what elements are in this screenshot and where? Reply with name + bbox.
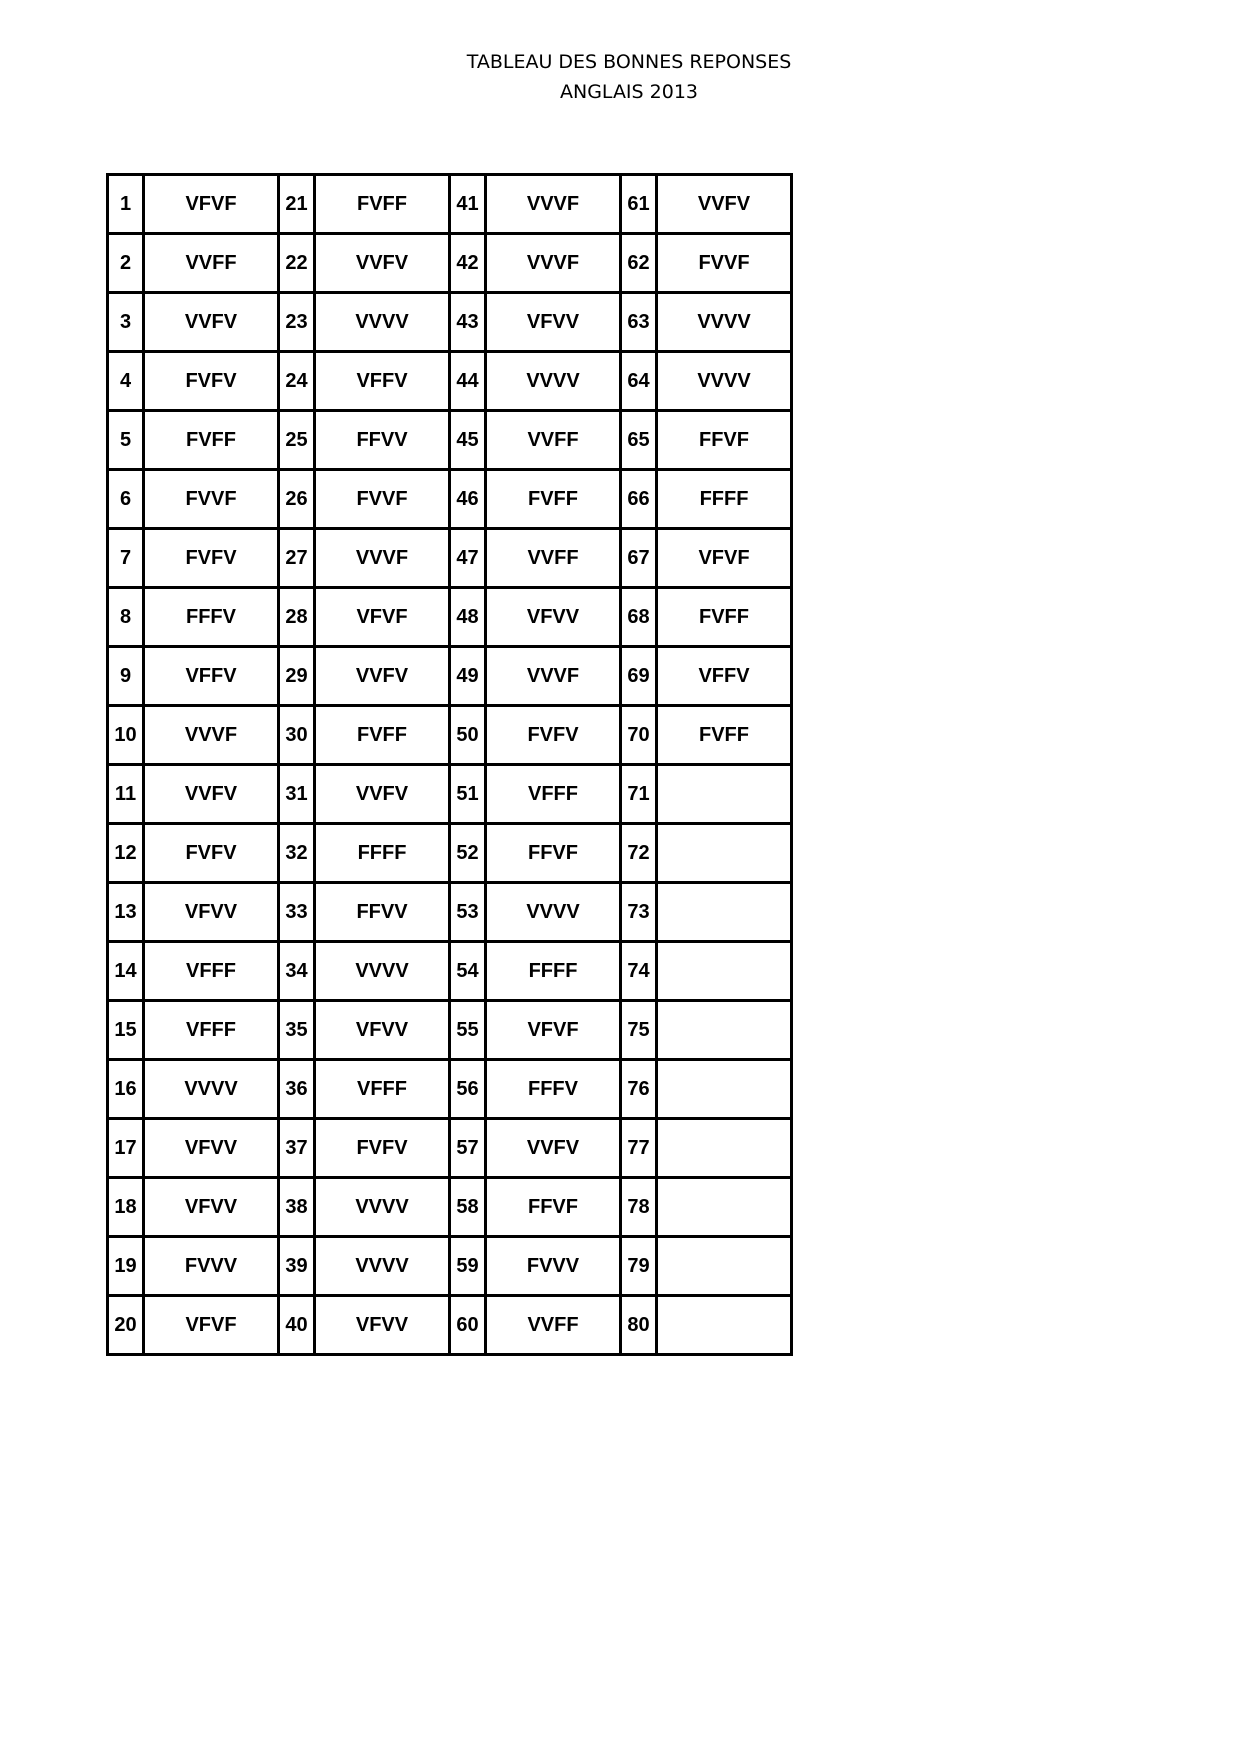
question-number-cell: 38 (279, 1178, 315, 1237)
answer-cell: FVFF (657, 588, 792, 647)
answer-cell: FVFF (315, 175, 450, 234)
question-number-cell: 77 (621, 1119, 657, 1178)
question-number-cell: 1 (108, 175, 144, 234)
question-number-cell: 53 (450, 883, 486, 942)
answer-cell: FFVV (315, 411, 450, 470)
question-number-cell: 16 (108, 1060, 144, 1119)
question-number-cell: 40 (279, 1296, 315, 1355)
table-row (108, 765, 792, 824)
question-number-cell: 60 (450, 1296, 486, 1355)
question-number-cell: 58 (450, 1178, 486, 1237)
answer-cell: VFVF (657, 529, 792, 588)
question-number-cell: 10 (108, 706, 144, 765)
table-row (108, 588, 792, 647)
answer-cell: VVFF (486, 529, 621, 588)
question-number-cell: 28 (279, 588, 315, 647)
answer-cell: VVVV (486, 883, 621, 942)
document-title: TABLEAU DES BONNES REPONSES (466, 51, 792, 73)
question-number-cell: 63 (621, 293, 657, 352)
question-number-cell: 25 (279, 411, 315, 470)
question-number-cell: 79 (621, 1237, 657, 1296)
question-number-cell: 3 (108, 293, 144, 352)
table-row (108, 1178, 792, 1237)
table-row (108, 883, 792, 942)
answers-table-body (108, 175, 792, 1355)
question-number-cell: 48 (450, 588, 486, 647)
answer-cell: VFVF (486, 1001, 621, 1060)
question-number-cell: 67 (621, 529, 657, 588)
answer-cell: FFVF (486, 1178, 621, 1237)
question-number-cell: 44 (450, 352, 486, 411)
answer-cell: VVVV (657, 352, 792, 411)
document-title-block (0, 47, 1240, 107)
answer-cell: VVFV (657, 175, 792, 234)
answer-cell: VVFF (144, 234, 279, 293)
answer-cell: VFFF (144, 1001, 279, 1060)
answer-cell: VVVV (315, 1178, 450, 1237)
answer-cell: VVFF (486, 1296, 621, 1355)
question-number-cell: 17 (108, 1119, 144, 1178)
answer-cell: VFVV (315, 1296, 450, 1355)
answer-cell: FFVV (315, 883, 450, 942)
question-number-cell: 34 (279, 942, 315, 1001)
answer-cell: FFFV (486, 1060, 621, 1119)
answer-cell: FVVV (486, 1237, 621, 1296)
answer-cell: VVVF (144, 706, 279, 765)
table-row (108, 1001, 792, 1060)
question-number-cell: 32 (279, 824, 315, 883)
question-number-cell: 70 (621, 706, 657, 765)
question-number-cell: 54 (450, 942, 486, 1001)
question-number-cell: 73 (621, 883, 657, 942)
answer-cell: VVFV (315, 647, 450, 706)
question-number-cell: 26 (279, 470, 315, 529)
table-row (108, 352, 792, 411)
answer-cell: FFFF (315, 824, 450, 883)
answer-cell: FVFF (144, 411, 279, 470)
answer-cell: VFVV (144, 883, 279, 942)
answer-cell: VVFV (315, 765, 450, 824)
question-number-cell: 72 (621, 824, 657, 883)
question-number-cell: 23 (279, 293, 315, 352)
question-number-cell: 56 (450, 1060, 486, 1119)
answer-cell: VVVV (486, 352, 621, 411)
answer-cell: VFFF (486, 765, 621, 824)
answer-cell: VVFV (486, 1119, 621, 1178)
question-number-cell: 13 (108, 883, 144, 942)
answer-cell: VFVV (144, 1119, 279, 1178)
answer-cell (657, 1237, 792, 1296)
question-number-cell: 24 (279, 352, 315, 411)
answer-cell (657, 1178, 792, 1237)
question-number-cell: 22 (279, 234, 315, 293)
question-number-cell: 57 (450, 1119, 486, 1178)
question-number-cell: 4 (108, 352, 144, 411)
answer-cell: VVVV (657, 293, 792, 352)
table-row (108, 411, 792, 470)
answer-cell: VVFV (144, 765, 279, 824)
question-number-cell: 65 (621, 411, 657, 470)
question-number-cell: 21 (279, 175, 315, 234)
answer-cell (657, 1001, 792, 1060)
answer-cell: VFFV (657, 647, 792, 706)
question-number-cell: 29 (279, 647, 315, 706)
answer-cell (657, 765, 792, 824)
table-row (108, 234, 792, 293)
question-number-cell: 80 (621, 1296, 657, 1355)
answer-cell (657, 1060, 792, 1119)
table-row (108, 293, 792, 352)
answer-cell (657, 1119, 792, 1178)
question-number-cell: 49 (450, 647, 486, 706)
answer-cell: VFVV (144, 1178, 279, 1237)
answer-cell: VFVV (486, 293, 621, 352)
question-number-cell: 71 (621, 765, 657, 824)
answer-cell: VVFF (486, 411, 621, 470)
table-row (108, 824, 792, 883)
answer-cell: VVVV (144, 1060, 279, 1119)
question-number-cell: 20 (108, 1296, 144, 1355)
question-number-cell: 36 (279, 1060, 315, 1119)
answers-table (106, 173, 793, 1356)
table-row (108, 1296, 792, 1355)
table-row (108, 470, 792, 529)
question-number-cell: 78 (621, 1178, 657, 1237)
answer-cell: FVVV (144, 1237, 279, 1296)
question-number-cell: 52 (450, 824, 486, 883)
answer-cell: FVVF (144, 470, 279, 529)
question-number-cell: 5 (108, 411, 144, 470)
table-row (108, 529, 792, 588)
answer-cell: VVFV (315, 234, 450, 293)
question-number-cell: 35 (279, 1001, 315, 1060)
question-number-cell: 68 (621, 588, 657, 647)
table-row (108, 706, 792, 765)
question-number-cell: 61 (621, 175, 657, 234)
answer-cell (657, 1296, 792, 1355)
answer-cell: VFVF (144, 175, 279, 234)
question-number-cell: 18 (108, 1178, 144, 1237)
question-number-cell: 41 (450, 175, 486, 234)
table-row (108, 1060, 792, 1119)
answer-cell: FVVF (315, 470, 450, 529)
question-number-cell: 14 (108, 942, 144, 1001)
answer-cell (657, 824, 792, 883)
question-number-cell: 6 (108, 470, 144, 529)
question-number-cell: 75 (621, 1001, 657, 1060)
question-number-cell: 11 (108, 765, 144, 824)
question-number-cell: 37 (279, 1119, 315, 1178)
answer-cell: VVVV (315, 1237, 450, 1296)
question-number-cell: 30 (279, 706, 315, 765)
answer-cell: VVVF (486, 647, 621, 706)
question-number-cell: 19 (108, 1237, 144, 1296)
question-number-cell: 59 (450, 1237, 486, 1296)
answer-cell: VFFF (315, 1060, 450, 1119)
answer-cell: FFFV (144, 588, 279, 647)
table-row (108, 1119, 792, 1178)
question-number-cell: 12 (108, 824, 144, 883)
question-number-cell: 50 (450, 706, 486, 765)
answer-cell: FVFV (144, 824, 279, 883)
answer-cell: VFVV (486, 588, 621, 647)
answer-cell: VVFV (144, 293, 279, 352)
question-number-cell: 7 (108, 529, 144, 588)
question-number-cell: 74 (621, 942, 657, 1001)
question-number-cell: 8 (108, 588, 144, 647)
answer-cell: FVVF (657, 234, 792, 293)
answer-cell: FFVF (486, 824, 621, 883)
document-subtitle: ANGLAIS 2013 (559, 81, 698, 103)
answer-cell: FVFV (315, 1119, 450, 1178)
question-number-cell: 45 (450, 411, 486, 470)
answer-cell: FFVF (657, 411, 792, 470)
answer-cell (657, 883, 792, 942)
answer-cell: FVFV (486, 706, 621, 765)
answer-cell: VVVV (315, 293, 450, 352)
answer-cell: VVVV (315, 942, 450, 1001)
question-number-cell: 43 (450, 293, 486, 352)
answer-cell: FFFF (486, 942, 621, 1001)
answer-cell: VFVF (315, 588, 450, 647)
answer-cell: FVFV (144, 529, 279, 588)
answer-cell: FFFF (657, 470, 792, 529)
question-number-cell: 51 (450, 765, 486, 824)
question-number-cell: 62 (621, 234, 657, 293)
question-number-cell: 9 (108, 647, 144, 706)
question-number-cell: 66 (621, 470, 657, 529)
table-row (108, 942, 792, 1001)
answer-cell: VVVF (315, 529, 450, 588)
question-number-cell: 55 (450, 1001, 486, 1060)
table-row (108, 647, 792, 706)
question-number-cell: 15 (108, 1001, 144, 1060)
answer-cell: FVFF (486, 470, 621, 529)
answer-cell: FVFF (315, 706, 450, 765)
table-row (108, 1237, 792, 1296)
question-number-cell: 27 (279, 529, 315, 588)
answer-cell: VFVF (144, 1296, 279, 1355)
answer-cell: VFFF (144, 942, 279, 1001)
question-number-cell: 47 (450, 529, 486, 588)
answer-cell: VFFV (144, 647, 279, 706)
question-number-cell: 76 (621, 1060, 657, 1119)
table-row (108, 175, 792, 234)
answer-cell: VFFV (315, 352, 450, 411)
answer-cell: VFVV (315, 1001, 450, 1060)
answer-cell (657, 942, 792, 1001)
question-number-cell: 42 (450, 234, 486, 293)
question-number-cell: 2 (108, 234, 144, 293)
question-number-cell: 69 (621, 647, 657, 706)
answer-cell: FVFV (144, 352, 279, 411)
answer-cell: VVVF (486, 234, 621, 293)
question-number-cell: 33 (279, 883, 315, 942)
question-number-cell: 64 (621, 352, 657, 411)
answer-cell: VVVF (486, 175, 621, 234)
question-number-cell: 31 (279, 765, 315, 824)
question-number-cell: 46 (450, 470, 486, 529)
answer-cell: FVFF (657, 706, 792, 765)
question-number-cell: 39 (279, 1237, 315, 1296)
